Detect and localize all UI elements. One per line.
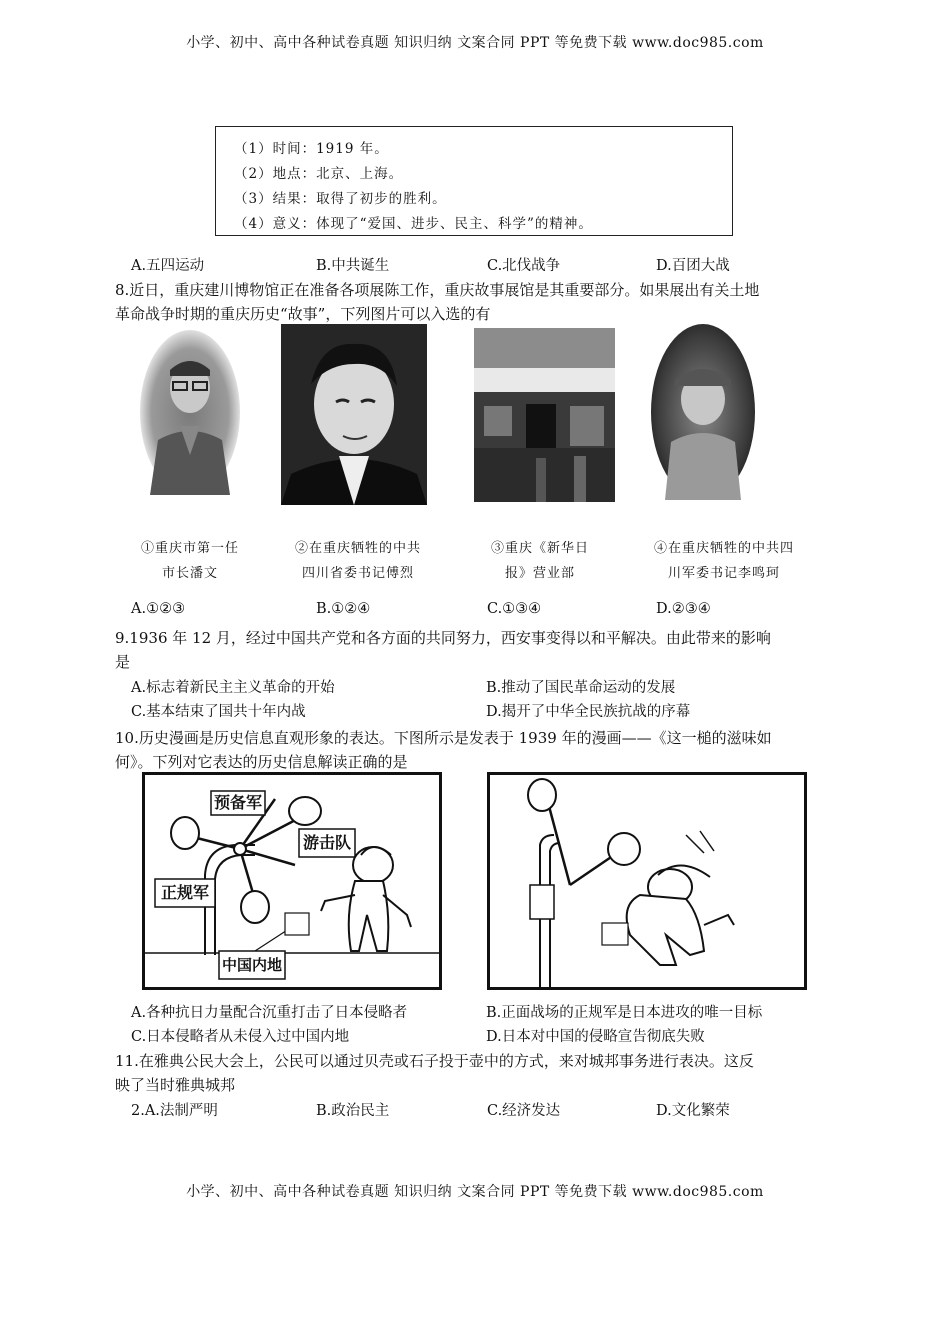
portrait-pan-wen-photo: [140, 330, 240, 495]
xinhua-daily-office-photo: [474, 328, 615, 502]
q11-option-b[interactable]: B.政治民主: [316, 1103, 390, 1119]
caption-1-line1: ①重庆市第一任: [140, 541, 239, 556]
caption-3: [460, 536, 620, 586]
info-line: （3）结果：取得了初步的胜利。: [234, 191, 447, 207]
caption-1: [110, 536, 270, 586]
caption-3-line1: ③重庆《新华日: [490, 541, 589, 556]
caption-3-line2: 报》营业部: [504, 566, 575, 581]
label-reserve-army: 预备军: [213, 793, 262, 812]
q9-option-a[interactable]: A.标志着新民主主义革命的开始: [131, 680, 335, 696]
q7-option-d[interactable]: D.百团大战: [656, 258, 730, 274]
q7-option-a[interactable]: A.五四运动: [131, 258, 205, 274]
cartoon-left: [142, 772, 442, 990]
caption-1-line2: 市长潘文: [161, 566, 218, 581]
caption-4-line2: 川军委书记李鸣珂: [667, 566, 780, 581]
info-line: （1）时间：1919 年。: [234, 141, 389, 157]
q7-option-b[interactable]: B.中共诞生: [316, 258, 390, 274]
portrait-li-mingke-photo: [651, 324, 755, 500]
q11-option-c[interactable]: C.经济发达: [487, 1103, 561, 1119]
q9-option-d[interactable]: D.揭开了中华全民族抗战的序幕: [486, 704, 691, 720]
q10-stem-line2: 何》。下列对它表达的历史信息解读正确的是: [115, 753, 408, 771]
q8-option-a[interactable]: A.①②③: [131, 601, 186, 617]
q7-option-c[interactable]: C.北伐战争: [487, 258, 561, 274]
q8-stem-line1: 8.近日，重庆建川博物馆正在准备各项展陈工作，重庆故事展馆是其重要部分。如果展出有关土地: [115, 281, 760, 299]
q9-option-b[interactable]: B.推动了国民革命运动的发展: [486, 680, 676, 696]
q11-option-a[interactable]: 2.A.法制严明: [131, 1103, 218, 1119]
info-line: （4）意义：体现了“爱国、进步、民主、科学”的精神。: [234, 216, 593, 232]
q9-stem-line1: 9.1936 年 12 月，经过中国共产党和各方面的共同努力，西安事变得以和平解决。由此带来的影响: [115, 629, 771, 647]
q9-stem-line2: 是: [115, 653, 131, 671]
cartoon-right: [487, 772, 807, 990]
info-line: （2）地点：北京、上海。: [234, 166, 404, 182]
q11-stem: [115, 1049, 845, 1097]
q10-stem: [115, 726, 845, 774]
q10-option-d[interactable]: D.日本对中国的侵略宣告彻底失败: [486, 1029, 705, 1045]
q8-stem-line2: 革命战争时期的重庆历史“故事”，下列图片可以入选的有: [115, 305, 491, 323]
q10-option-b[interactable]: B.正面战场的正规军是日本进攻的唯一目标: [486, 1005, 763, 1021]
info-box: [215, 126, 733, 236]
caption-2-line1: ②在重庆牺牲的中共: [294, 541, 421, 556]
q9-stem: [115, 626, 845, 674]
q10-stem-line1: 10.历史漫画是历史信息直观形象的表达。下图所示是发表于 1939 年的漫画——《这一槌的滋味如: [115, 729, 772, 747]
q8-option-c[interactable]: C.①③④: [487, 601, 542, 617]
q9-option-c[interactable]: C.基本结束了国共十年内战: [131, 704, 306, 720]
q8-option-b[interactable]: B.①②④: [316, 601, 371, 617]
caption-4-line1: ④在重庆牺牲的中共四: [653, 541, 794, 556]
label-china-inland: 中国内地: [221, 956, 282, 974]
q11-stem-line1: 11.在雅典公民大会上，公民可以通过贝壳或石子投于壶中的方式，来对城邦事务进行表决。这反: [115, 1052, 754, 1070]
caption-2: [278, 536, 438, 586]
caption-4: [634, 536, 814, 586]
portrait-fu-lie-photo: [281, 324, 427, 505]
q10-option-a[interactable]: A.各种抗日力量配合沉重打击了日本侵略者: [131, 1005, 408, 1021]
q8-option-d[interactable]: D.②③④: [656, 601, 711, 617]
q11-option-d[interactable]: D.文化繁荣: [656, 1103, 730, 1119]
page-header: 小学、初中、高中各种试卷真题 知识归纳 文案合同 PPT 等免费下载 www.doc985.com: [186, 35, 764, 51]
q11-stem-line2: 映了当时雅典城邦: [115, 1076, 236, 1094]
q8-stem: [115, 278, 845, 326]
page-footer: 小学、初中、高中各种试卷真题 知识归纳 文案合同 PPT 等免费下载 www.doc985.com: [186, 1184, 764, 1200]
label-guerrilla: 游击队: [302, 833, 351, 852]
caption-2-line2: 四川省委书记傅烈: [301, 566, 414, 581]
q10-option-c[interactable]: C.日本侵略者从未侵入过中国内地: [131, 1029, 350, 1045]
label-regular-army: 正规军: [160, 883, 209, 902]
